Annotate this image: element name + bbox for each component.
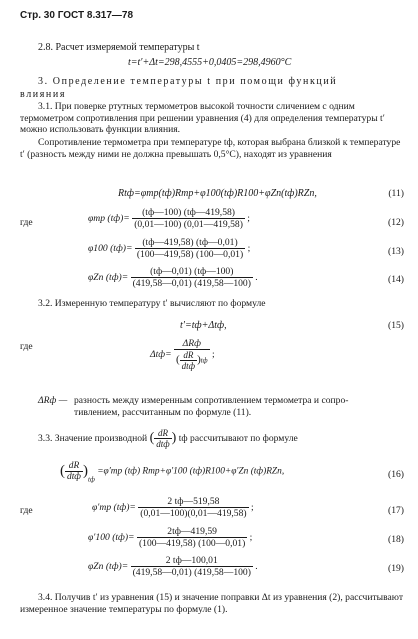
eq18-numerator: 2tф—419,59 (137, 526, 247, 538)
delta-t-subscript: tф (200, 356, 208, 365)
paragraph-3-1: 3.1. При поверке ртутных термометров высокой точности сличением с одним термометром сопротивления при решении уравнения (4) для определения температуры t′ можно использовать функции влияния. (20, 101, 385, 136)
equation-18-number: (18) (388, 534, 404, 545)
p33-dtf: dtф (156, 439, 170, 449)
eq12-fraction (132, 207, 245, 230)
eq17-fraction (138, 496, 248, 519)
eq17-numerator: 2 tф—519,58 (138, 496, 248, 508)
page-label: Стр. 30 (20, 10, 55, 21)
delta-t-lhs: Δtф= (150, 349, 172, 360)
equation-15: t′=tф+Δtф, (180, 320, 227, 331)
eq14-numerator: (tф—0,01) (tф—100) (131, 266, 253, 278)
equation-delta-t: Δtф= ΔRф ( $\frac{dR}{\text{dtф}}$ )tф ; (150, 338, 215, 371)
eq14-fraction (131, 266, 253, 289)
paragraph-3-1b: Сопротивление термометра при температуре tф, которая выбрана близкой к температуре t′ (разность между ними не должна превышать 0,5°C), находят из уравнения (20, 137, 401, 160)
eq16-subscript: tф (87, 475, 95, 484)
eq13-numerator: (tф—419,58) (tф—0,01) (135, 237, 245, 249)
section-2-8-title: 2.8. Расчет измеряемой температуры t (38, 42, 200, 53)
equation-12-number: (12) (388, 217, 404, 228)
eq18-fraction (137, 526, 247, 549)
delta-t-fraction (174, 338, 210, 371)
eq17-lhs: φ′тр (tф)= (92, 502, 136, 513)
eq16-dR: dR (65, 461, 83, 472)
equation-11-number: (11) (388, 188, 404, 199)
equation-17: φ′тр (tф)= $\frac{2 tф—519,58}{(0,01—100)(0,01—419,58)}$ ; (92, 496, 254, 519)
equation-13-number: (13) (388, 246, 404, 257)
eq19-numerator: 2 tф—100,01 (131, 555, 253, 567)
eq19-lhs: φZn (tф)= (88, 561, 129, 572)
equation-16: ( $\frac{dR}{\text{dtф}}$ )$_{tф} =\varphi'тр$ (tф) Rтр+φ′100 (tф)R100+φ′Zn (tф)RZn, (60, 461, 285, 484)
eq12-lhs: φтр (tф)= (88, 213, 130, 224)
delta-t-dR: dR (180, 350, 197, 361)
equation-19: φZn (tф)= $\frac{2 tф—100,01}{(419,58—0,01) (419,58—100)}$ . (88, 555, 258, 578)
eq16-rhs: =φ′тр (tф) Rтр+φ′100 (tф)R100+φ′Zn (tф)RZn, (97, 466, 285, 477)
equation-14-number: (14) (388, 274, 404, 285)
equation-11: Rtф=φтр(tф)Rтр+φ100(tф)R100+φZn(tф)RZn, (118, 188, 317, 199)
equation-15-number: (15) (388, 320, 404, 331)
equation-13: φ100 (tф)= $\frac{(tф—419,58) (tф—0,01)}{(100—419,58) (100—0,01)}$ ; (88, 237, 251, 260)
page-header (20, 10, 133, 21)
paragraph-3-4: 3.4. Получив t′ из уравнения (15) и значение поправки Δt из уравнения (2), рассчитывают измеренное значение температуры по формуле (1). (20, 592, 404, 615)
eq19-fraction (131, 555, 253, 578)
eq13-denominator: (100—419,58) (100—0,01) (136, 249, 244, 260)
delta-r-term: ΔRф — (38, 395, 68, 406)
equation-12: φтр (tф)= $\frac{(tф—100) (tф—419,58)}{(0,01—100) (0,01—419,58)}$ ; (88, 207, 250, 230)
p33-dR: dR (154, 428, 171, 439)
eq13-fraction (135, 237, 245, 260)
eq18-lhs: φ′100 (tф)= (88, 532, 135, 543)
delta-r-text-line2: тивлением, рассчитанным по формуле (11). (74, 407, 252, 418)
eq18-denominator: (100—419,58) (100—0,01) (138, 538, 246, 549)
paragraph-3-3: 3.3. Значение производной ( $\frac{dR}{\text{dtф}}$ ) tф рассчитывают по формуле (38, 428, 298, 449)
eq12-denominator: (0,01—100) (0,01—419,58) (134, 219, 243, 230)
eq16-dtf: dtф (67, 472, 81, 482)
eq19-denominator: (419,58—0,01) (419,58—100) (132, 567, 251, 578)
delta-t-dtf: dtф (181, 361, 196, 371)
equation-17-number: (17) (388, 505, 404, 516)
eq14-lhs: φZn (tф)= (88, 272, 129, 283)
eq13-lhs: φ100 (tф)= (88, 243, 133, 254)
eq14-denominator: (419,58—0,01) (419,58—100) (132, 278, 251, 289)
delta-r-text-line1: разность между измеренным сопротивлением термометра и сопро- (74, 395, 349, 406)
equation-18: φ′100 (tф)= $\frac{2tф—419,59}{(100—419,58) (100—0,01)}$ ; (88, 526, 253, 549)
standard-code: ГОСТ 8.317—78 (57, 10, 134, 21)
delta-t-denominator: ( $\frac{dR}{\text{dtф}}$ )tф (176, 350, 208, 371)
where-label-2: где (20, 341, 33, 352)
eq12-numerator: (tф—100) (tф—419,58) (132, 207, 245, 219)
equation-16-number: (16) (388, 469, 404, 480)
equation-19-number: (19) (388, 563, 404, 574)
delta-t-numerator: ΔRф (174, 338, 210, 350)
section-2-8-formula: t=t′+Δt=298,4555+0,0405=298,4960°C (128, 57, 292, 68)
where-label-3: где (20, 505, 33, 516)
equation-14: φZn (tф)= $\frac{(tф—0,01) (tф—100)}{(419,58—0,01) (419,58—100)}$ . (88, 266, 258, 289)
eq17-denominator: (0,01—100)(0,01—419,58) (140, 508, 247, 519)
section-3-heading: 3. Определение температуры t при помощи функций (38, 76, 338, 87)
where-label: где (20, 217, 33, 228)
paragraph-3-2: 3.2. Измеренную температуру t′ вычисляют по формуле (38, 298, 266, 309)
section-3-heading-line2: влияния (20, 89, 67, 100)
